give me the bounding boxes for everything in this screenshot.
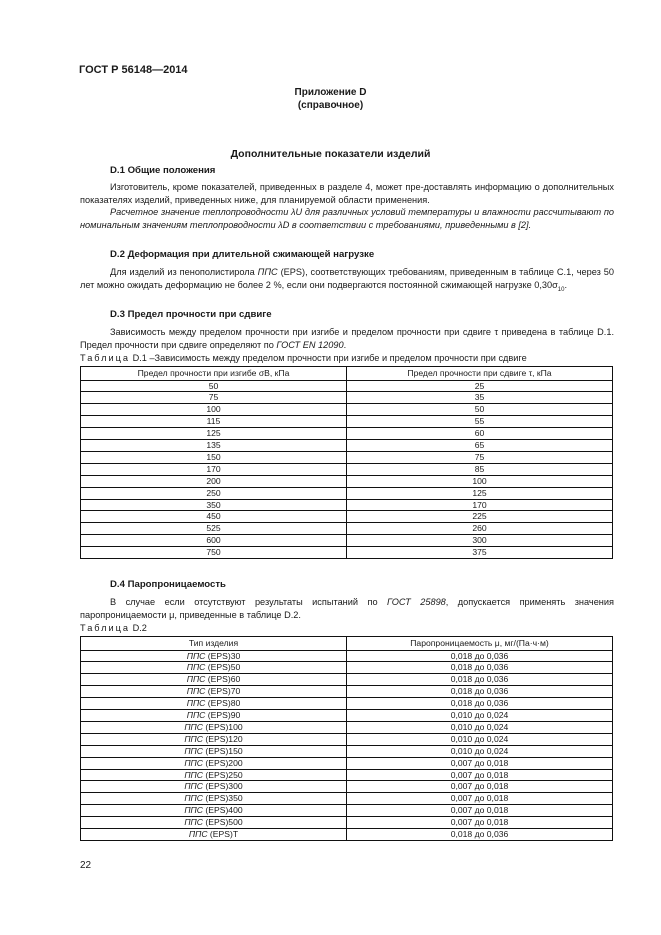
vapor-permeability-cell: 0,018 до 0,036 [347,662,613,674]
table-row [81,674,613,686]
table-row [81,475,613,487]
table-cell: 135 [81,440,347,452]
table-row [81,463,613,475]
table-cell: 75 [347,451,613,463]
table-cell: 115 [81,416,347,428]
product-type-cell: ППС (EPS)100 [81,721,347,733]
vapor-permeability-cell: 0,018 до 0,036 [347,650,613,662]
table-cell: 300 [347,535,613,547]
table-cell: 75 [81,392,347,404]
product-type-cell: ППС (EPS)500 [81,817,347,829]
column-header: Паропроницаемость μ, мг/(Па·ч·м) [347,637,613,651]
table-cell: 260 [347,523,613,535]
table-cell: 65 [347,440,613,452]
table-cell: 750 [81,547,347,559]
section-d1-heading: D.1 Общие положения [110,165,216,176]
table-row [81,710,613,722]
product-type-cell: ППС (EPS)300 [81,781,347,793]
vapor-permeability-cell: 0,010 до 0,024 [347,710,613,722]
table-row [81,416,613,428]
table-d2 [80,636,613,841]
section-d1-paragraph-2: Расчетное значение теплопроводности λU для различных условий температуры и влажности рассчитывают по номинальным значениям теплопроводности λD в соответствии с требованиями, приведенными в [2]. [80,207,614,230]
table-row [81,380,613,392]
vapor-permeability-cell: 0,007 до 0,018 [347,781,613,793]
table-row [81,440,613,452]
table-row [81,428,613,440]
table-row [81,781,613,793]
vapor-permeability-cell: 0,007 до 0,018 [347,769,613,781]
table-row [81,451,613,463]
table-row [81,535,613,547]
table-row [81,404,613,416]
page-number: 22 [80,860,92,871]
product-type-cell: ППС (EPS)90 [81,710,347,722]
section-d2-paragraph: Для изделий из пенополистирола ППС (EPS), соответствующих требованиям, приведенным в таблице С.1, через 50 лет можно ожидать деформацию не более 2 %, если они подвергаются постоянной сжимающей нагрузке $0,30\sigma_{10}$. [80,267,614,293]
product-type-cell: ППС (EPS)30 [81,650,347,662]
column-header: Предел прочности при сдвиге τ, кПа [347,367,613,381]
section-d1-paragraph-1: Изготовитель, кроме показателей, приведенных в разделе 4, может пре-доставлять информацию о дополнительных показателях изделий, приведенных ниже, для планируемой области применения. [80,182,614,205]
table-cell: 55 [347,416,613,428]
table-cell: 25 [347,380,613,392]
table-cell: 375 [347,547,613,559]
product-type-cell: ППС (EPS)50 [81,662,347,674]
table-row [81,829,613,841]
table-row [81,793,613,805]
table-cell: 150 [81,451,347,463]
table-cell: 600 [81,535,347,547]
table-header-row [81,367,613,381]
document-code: ГОСТ Р 56148—2014 [79,64,188,76]
table-row [81,769,613,781]
product-type-cell: ППС (EPS)70 [81,686,347,698]
vapor-permeability-cell: 0,010 до 0,024 [347,721,613,733]
table-cell: 450 [81,511,347,523]
table-row [81,523,613,535]
table-cell: 170 [347,499,613,511]
column-header: Предел прочности при изгибе σB, кПа [81,367,347,381]
table-d1-caption: Таблица D.1 –Зависимость между пределом прочности при изгибе и пределом прочности при сдвиге [80,353,527,363]
table-cell: 350 [81,499,347,511]
table-cell: 50 [81,380,347,392]
vapor-permeability-cell: 0,007 до 0,018 [347,757,613,769]
table-cell: 525 [81,523,347,535]
table-cell: 50 [347,404,613,416]
table-cell: 35 [347,392,613,404]
product-type-cell: ППС (EPS)120 [81,733,347,745]
table-row [81,547,613,559]
annex-heading [0,87,661,112]
table-cell: 100 [81,404,347,416]
table-cell: 125 [81,428,347,440]
table-row [81,698,613,710]
table-cell: 250 [81,487,347,499]
section-d4-paragraph: В случае если отсутствуют результаты испытаний по ГОСТ 25898, допускается применять значения паропроницаемости μ, приведенные в таблице D.2. [80,597,614,620]
section-d2-heading: D.2 Деформация при длительной сжимающей нагрузке [110,249,375,260]
annex-title: Приложение D [294,87,367,98]
product-type-cell: ППС (EPS)200 [81,757,347,769]
vapor-permeability-cell: 0,007 до 0,018 [347,805,613,817]
table-row [81,511,613,523]
product-type-cell: ППС (EPS)60 [81,674,347,686]
product-type-cell: ППС (EPS)400 [81,805,347,817]
section-d3-heading: D.3 Предел прочности при сдвиге [110,309,272,320]
table-row [81,805,613,817]
table-row [81,392,613,404]
table-d2-caption: Таблица D.2 [80,623,147,633]
table-cell: 125 [347,487,613,499]
table-row [81,721,613,733]
section-d4-heading: D.4 Паропроницаемость [110,579,226,590]
table-cell: 225 [347,511,613,523]
product-type-cell: ППС (EPS)250 [81,769,347,781]
product-type-cell: ППС (EPS)150 [81,745,347,757]
vapor-permeability-cell: 0,010 до 0,024 [347,745,613,757]
table-row [81,487,613,499]
table-row [81,686,613,698]
table-row [81,745,613,757]
table-row [81,499,613,511]
main-title: Дополнительные показатели изделий [230,148,431,160]
vapor-permeability-cell: 0,010 до 0,024 [347,733,613,745]
table-header-row [81,637,613,651]
product-type-cell: ППС (EPS)Т [81,829,347,841]
table-cell: 200 [81,475,347,487]
vapor-permeability-cell: 0,018 до 0,036 [347,674,613,686]
vapor-permeability-cell: 0,007 до 0,018 [347,793,613,805]
product-type-cell: ППС (EPS)80 [81,698,347,710]
table-d1 [80,366,613,559]
table-cell: 100 [347,475,613,487]
annex-subtitle: (справочное) [297,99,364,111]
vapor-permeability-cell: 0,007 до 0,018 [347,817,613,829]
vapor-permeability-cell: 0,018 до 0,036 [347,829,613,841]
table-row [81,757,613,769]
table-row [81,817,613,829]
table-cell: 60 [347,428,613,440]
section-d3-paragraph: Зависимость между пределом прочности при изгибе и пределом прочности при сдвиге τ приведена в таблице D.1. Предел прочности при сдвиге определяют по ГОСТ EN 12090. [80,327,614,350]
vapor-permeability-cell: 0,018 до 0,036 [347,698,613,710]
table-cell: 170 [81,463,347,475]
product-type-cell: ППС (EPS)350 [81,793,347,805]
table-row [81,650,613,662]
table-cell: 85 [347,463,613,475]
column-header: Тип изделия [81,637,347,651]
vapor-permeability-cell: 0,018 до 0,036 [347,686,613,698]
table-row [81,733,613,745]
table-row [81,662,613,674]
